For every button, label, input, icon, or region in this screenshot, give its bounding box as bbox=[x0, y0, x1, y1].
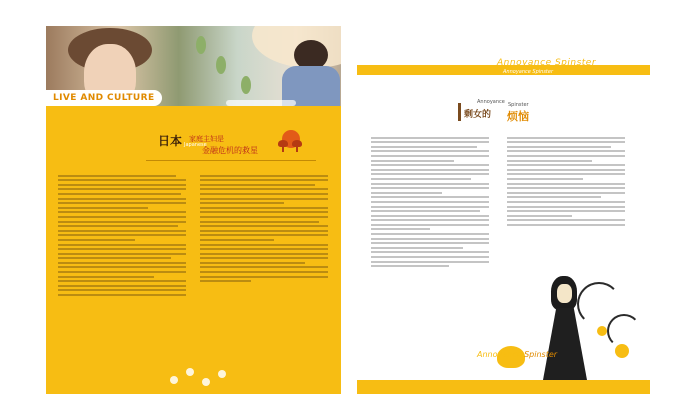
bottom-yellow-band bbox=[357, 380, 650, 394]
girl-face-graphic bbox=[557, 284, 572, 303]
section-badge: LIVE AND CULTURE bbox=[46, 90, 162, 106]
tree-trunk-icon bbox=[296, 146, 298, 152]
right-column-1 bbox=[371, 134, 489, 344]
girl-dress-graphic bbox=[543, 308, 587, 380]
flower-icon bbox=[186, 368, 194, 376]
leaf-graphic bbox=[196, 36, 206, 54]
girl-illustration bbox=[537, 276, 593, 380]
flower-icon bbox=[170, 376, 178, 384]
heading-chinese-b: 烦恼 bbox=[507, 110, 529, 123]
article-column-1 bbox=[58, 172, 186, 368]
flower-icon bbox=[218, 370, 226, 378]
article-column-2 bbox=[200, 172, 328, 368]
heading-english-a: Annoyance bbox=[477, 99, 505, 105]
tree-trunk-icon bbox=[282, 146, 284, 152]
article-title-main: 日本 bbox=[158, 134, 183, 148]
english-title: Annoyance Spinster bbox=[497, 58, 597, 68]
article-title-line2: 金融危机的救星 bbox=[202, 146, 258, 155]
heading-english-b: Spinster bbox=[508, 102, 529, 108]
leaf-graphic bbox=[216, 56, 226, 74]
bubble-decoration bbox=[615, 344, 629, 358]
english-title-shadow: Annoyance Spinster bbox=[503, 69, 554, 75]
heading-chinese-a: 剩女的 bbox=[464, 110, 492, 120]
right-page bbox=[357, 26, 650, 394]
footer-title-a: Annoyance bbox=[477, 350, 522, 359]
article-heading bbox=[458, 99, 540, 123]
title-divider bbox=[146, 160, 316, 161]
footer-title-b: Spinster bbox=[524, 350, 558, 359]
leaf-graphic bbox=[241, 76, 251, 94]
article-title-line1: 家庭主妇是 bbox=[189, 135, 224, 143]
brush-decoration bbox=[226, 100, 296, 106]
heading-bar bbox=[458, 103, 461, 121]
bubble-decoration bbox=[597, 326, 607, 336]
swirl-decoration bbox=[607, 314, 641, 348]
article-title-english: Japanese bbox=[184, 142, 207, 148]
flower-icon bbox=[202, 378, 210, 386]
left-page bbox=[46, 26, 341, 394]
right-column-2 bbox=[507, 134, 625, 284]
footer-english-title bbox=[477, 350, 557, 359]
flower-decoration bbox=[166, 362, 236, 390]
